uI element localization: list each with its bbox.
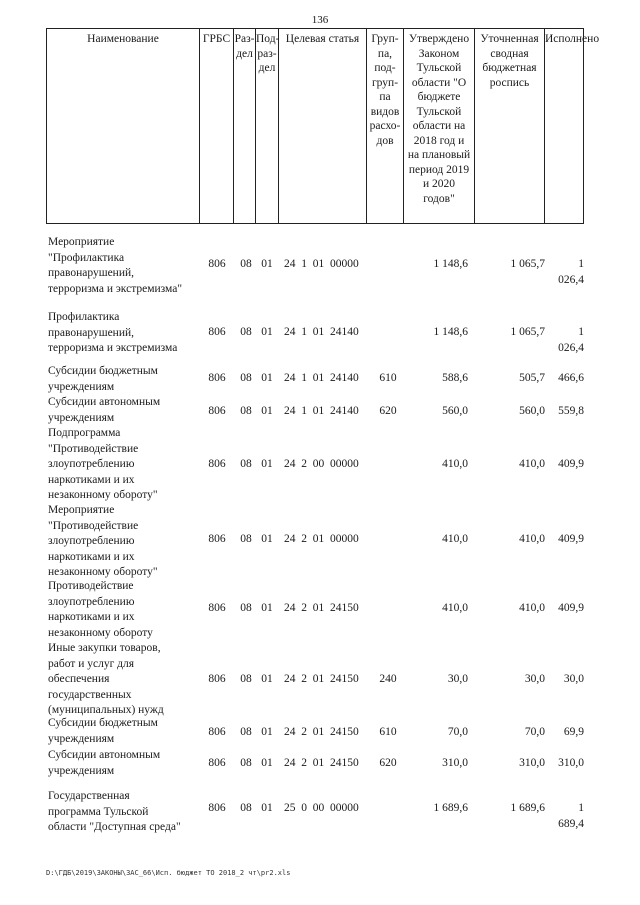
cell-name: Подпрограмма "Противодействие злоупотреблению наркотиками и их незаконному обороту" [48, 427, 158, 501]
cell-executed: 1 026,4 [558, 258, 584, 286]
cell-target: 24 1 01 24140 [284, 326, 359, 338]
cell-razdel: 08 [240, 673, 252, 685]
cell-approved: 70,0 [447, 726, 468, 738]
cell-podrazdel: 01 [261, 372, 273, 384]
cell-target: 24 2 01 24150 [284, 673, 359, 685]
cell-refined: 1 065,7 [510, 258, 545, 270]
cell-podrazdel: 01 [261, 258, 273, 270]
cell-razdel: 08 [240, 533, 252, 545]
cell-target: 24 1 01 24140 [284, 405, 359, 417]
cell-name: Профилактика правонарушений, терроризма и экстремизма [48, 311, 178, 354]
cell-approved: 1 148,6 [433, 258, 468, 270]
cell-refined: 560,0 [519, 405, 545, 417]
file-path-footer: D:\ГДБ\2019\ЗАКОНЫ\ЗАС_66\Исп. бюджет ТО 2018_2 чт\pr2.xls [46, 869, 291, 877]
cell-vid: 240 [379, 673, 397, 685]
cell-grbs: 806 [208, 757, 226, 769]
cell-grbs: 806 [208, 458, 226, 470]
cell-razdel: 08 [240, 372, 252, 384]
cell-grbs: 806 [208, 258, 226, 270]
cell-name: Государственная программа Тульской области "Доступная среда" [48, 790, 181, 833]
cell-approved: 30,0 [447, 673, 468, 685]
cell-target: 25 0 00 00000 [284, 802, 359, 814]
cell-refined: 30,0 [524, 673, 545, 685]
cell-vid: 620 [379, 405, 397, 417]
cell-grbs: 806 [208, 326, 226, 338]
cell-refined: 410,0 [519, 458, 545, 470]
table-row [46, 716, 584, 747]
cell-podrazdel: 01 [261, 405, 273, 417]
table-row [46, 364, 584, 395]
cell-grbs: 806 [208, 405, 226, 417]
table-row [46, 426, 584, 504]
cell-approved: 1 689,6 [433, 802, 468, 814]
cell-name: Субсидии бюджетным учреждениям [48, 365, 158, 393]
cell-approved: 410,0 [442, 602, 468, 614]
cell-refined: 1 065,7 [510, 326, 545, 338]
cell-name: Иные закупки товаров, работ и услуг для обеспечения государственных (муниципальных) нужд [48, 642, 164, 716]
header-refined: Уточненная сводная бюджетная роспись [475, 28, 545, 224]
cell-podrazdel: 01 [261, 602, 273, 614]
cell-executed: 1 026,4 [558, 326, 584, 354]
cell-grbs: 806 [208, 726, 226, 738]
page-number: 136 [311, 14, 329, 26]
cell-approved: 310,0 [442, 757, 468, 769]
cell-target: 24 2 01 24150 [284, 726, 359, 738]
cell-executed: 69,9 [563, 726, 584, 738]
table-row [46, 641, 584, 719]
cell-target: 24 2 01 24150 [284, 602, 359, 614]
cell-executed: 559,8 [558, 405, 584, 417]
cell-refined: 1 689,6 [510, 802, 545, 814]
cell-razdel: 08 [240, 602, 252, 614]
cell-podrazdel: 01 [261, 726, 273, 738]
table-row [46, 310, 584, 357]
cell-target: 24 2 01 24150 [284, 757, 359, 769]
cell-razdel: 08 [240, 802, 252, 814]
cell-podrazdel: 01 [261, 673, 273, 685]
table-row [46, 789, 584, 836]
cell-vid: 610 [379, 372, 397, 384]
cell-approved: 588,6 [442, 372, 468, 384]
cell-name: Субсидии автономным учреждениям [48, 396, 161, 424]
cell-name: Противодействие злоупотреблению наркотиками и их незаконному обороту [48, 580, 153, 639]
cell-razdel: 08 [240, 458, 252, 470]
cell-refined: 310,0 [519, 757, 545, 769]
cell-executed: 1 689,4 [558, 802, 584, 830]
cell-razdel: 08 [240, 258, 252, 270]
header-vid: Груп- па, под- груп- па видов расхо- дов [367, 28, 404, 224]
table-row [46, 503, 584, 581]
cell-razdel: 08 [240, 726, 252, 738]
cell-name: Мероприятие "Профилактика правонарушений, терроризма и экстремизма" [48, 236, 183, 295]
table-row [46, 235, 584, 297]
cell-refined: 70,0 [524, 726, 545, 738]
cell-podrazdel: 01 [261, 802, 273, 814]
cell-refined: 410,0 [519, 533, 545, 545]
cell-executed: 310,0 [558, 757, 584, 769]
cell-approved: 410,0 [442, 533, 468, 545]
header-grbs: ГРБС [200, 28, 234, 224]
cell-target: 24 2 00 00000 [284, 458, 359, 470]
cell-grbs: 806 [208, 673, 226, 685]
cell-refined: 505,7 [519, 372, 545, 384]
cell-target: 24 1 01 00000 [284, 258, 359, 270]
header-executed: Исполнено [545, 28, 584, 224]
header-approved: Утверждено Законом Тульской области "О бюджете Тульской области на 2018 год и на плановый период 2019 и 2020 годов" [404, 28, 475, 224]
cell-executed: 409,9 [558, 458, 584, 470]
cell-razdel: 08 [240, 757, 252, 769]
cell-podrazdel: 01 [261, 757, 273, 769]
cell-executed: 30,0 [563, 673, 584, 685]
cell-approved: 1 148,6 [433, 326, 468, 338]
cell-name: Субсидии бюджетным учреждениям [48, 717, 158, 745]
header-name: Наименование [46, 28, 200, 224]
table-header [46, 28, 600, 224]
cell-approved: 410,0 [442, 458, 468, 470]
cell-executed: 466,6 [558, 372, 584, 384]
header-podrazdel: Под- раз- дел [256, 28, 279, 224]
cell-grbs: 806 [208, 802, 226, 814]
cell-grbs: 806 [208, 602, 226, 614]
cell-podrazdel: 01 [261, 533, 273, 545]
cell-executed: 409,9 [558, 533, 584, 545]
cell-target: 24 2 01 00000 [284, 533, 359, 545]
table-row [46, 395, 584, 426]
cell-grbs: 806 [208, 372, 226, 384]
table-row [46, 748, 584, 779]
header-target: Целевая статья [279, 28, 367, 224]
table-row [46, 579, 584, 641]
cell-grbs: 806 [208, 533, 226, 545]
cell-refined: 410,0 [519, 602, 545, 614]
cell-approved: 560,0 [442, 405, 468, 417]
cell-target: 24 1 01 24140 [284, 372, 359, 384]
cell-podrazdel: 01 [261, 326, 273, 338]
cell-razdel: 08 [240, 405, 252, 417]
cell-podrazdel: 01 [261, 458, 273, 470]
cell-executed: 409,9 [558, 602, 584, 614]
header-razdel: Раз- дел [234, 28, 256, 224]
cell-vid: 610 [379, 726, 397, 738]
cell-vid: 620 [379, 757, 397, 769]
cell-name: Мероприятие "Противодействие злоупотреблению наркотиками и их незаконному обороту" [48, 504, 158, 578]
cell-name: Субсидии автономным учреждениям [48, 749, 161, 777]
cell-razdel: 08 [240, 326, 252, 338]
